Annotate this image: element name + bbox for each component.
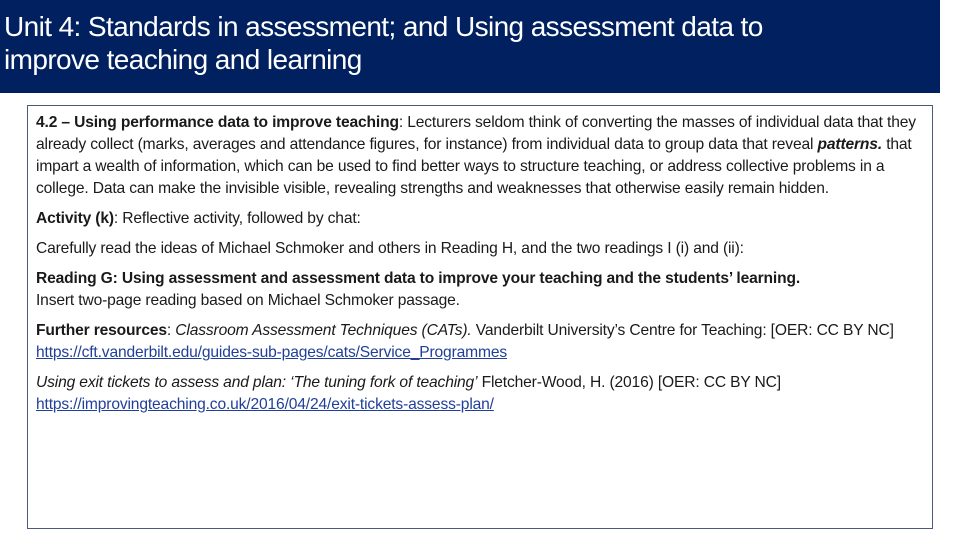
section-4-2-text-after: that impart a wealth of information, which can be used to find better ways to structure teaching, or address collective problems in a college. Data can make the invisible visible, revealing strengths and weaknesses that otherwise easily remain hidden. xyxy=(36,136,912,197)
activity-text: : Reflective activity, followed by chat: xyxy=(113,210,361,227)
section-4-2-paragraph xyxy=(36,112,924,200)
content-box xyxy=(27,105,933,529)
slide-title-line-1: Unit 4: Standards in assessment; and Using assessment data to xyxy=(4,11,763,42)
section-4-2-emphasis: patterns. xyxy=(817,136,883,153)
further-resources-text: Vanderbilt University’s Centre for Teaching: [OER: CC BY NC] xyxy=(471,322,894,339)
slide-title xyxy=(4,10,940,76)
exit-tickets-paragraph xyxy=(36,372,924,416)
instruction-paragraph: Carefully read the ideas of Michael Schmoker and others in Reading H, and the two readings I (i) and (ii): xyxy=(36,240,744,257)
exit-tickets-link[interactable]: https://improvingteaching.co.uk/2016/04/24/exit-tickets-assess-plan/ xyxy=(36,396,494,413)
further-resources-title: Classroom Assessment Techniques (CATs). xyxy=(175,322,472,339)
activity-label: Activity (k) xyxy=(36,210,114,227)
further-resources-label: Further resources xyxy=(36,322,167,339)
activity-paragraph xyxy=(36,208,924,230)
section-4-2-colon: : xyxy=(398,114,408,131)
reading-g-paragraph xyxy=(36,268,924,312)
exit-tickets-title: Using exit tickets to assess and plan: ‘The tuning fork of teaching’ xyxy=(36,374,478,391)
exit-tickets-text: Fletcher-Wood, H. (2016) [OER: CC BY NC] xyxy=(477,374,781,391)
further-resources-colon: : xyxy=(166,322,176,339)
title-bar xyxy=(0,0,940,93)
section-4-2-text-before: Lecturers seldom think of converting the masses of individual data that they already collect (marks, averages and attendance figures, for instance) from individual data to group data that reveal xyxy=(36,114,916,153)
reading-g-heading: Reading G: Using assessment and assessment data to improve your teaching and the students’ learning. xyxy=(36,270,801,287)
further-resources-paragraph xyxy=(36,320,924,364)
slide-title-line-2: improve teaching and learning xyxy=(4,44,362,75)
cats-link[interactable]: https://cft.vanderbilt.edu/guides-sub-pages/cats/Service_Programmes xyxy=(36,344,507,361)
reading-g-note: Insert two-page reading based on Michael Schmoker passage. xyxy=(36,292,460,309)
section-4-2-heading: 4.2 – Using performance data to improve teaching xyxy=(36,114,399,131)
